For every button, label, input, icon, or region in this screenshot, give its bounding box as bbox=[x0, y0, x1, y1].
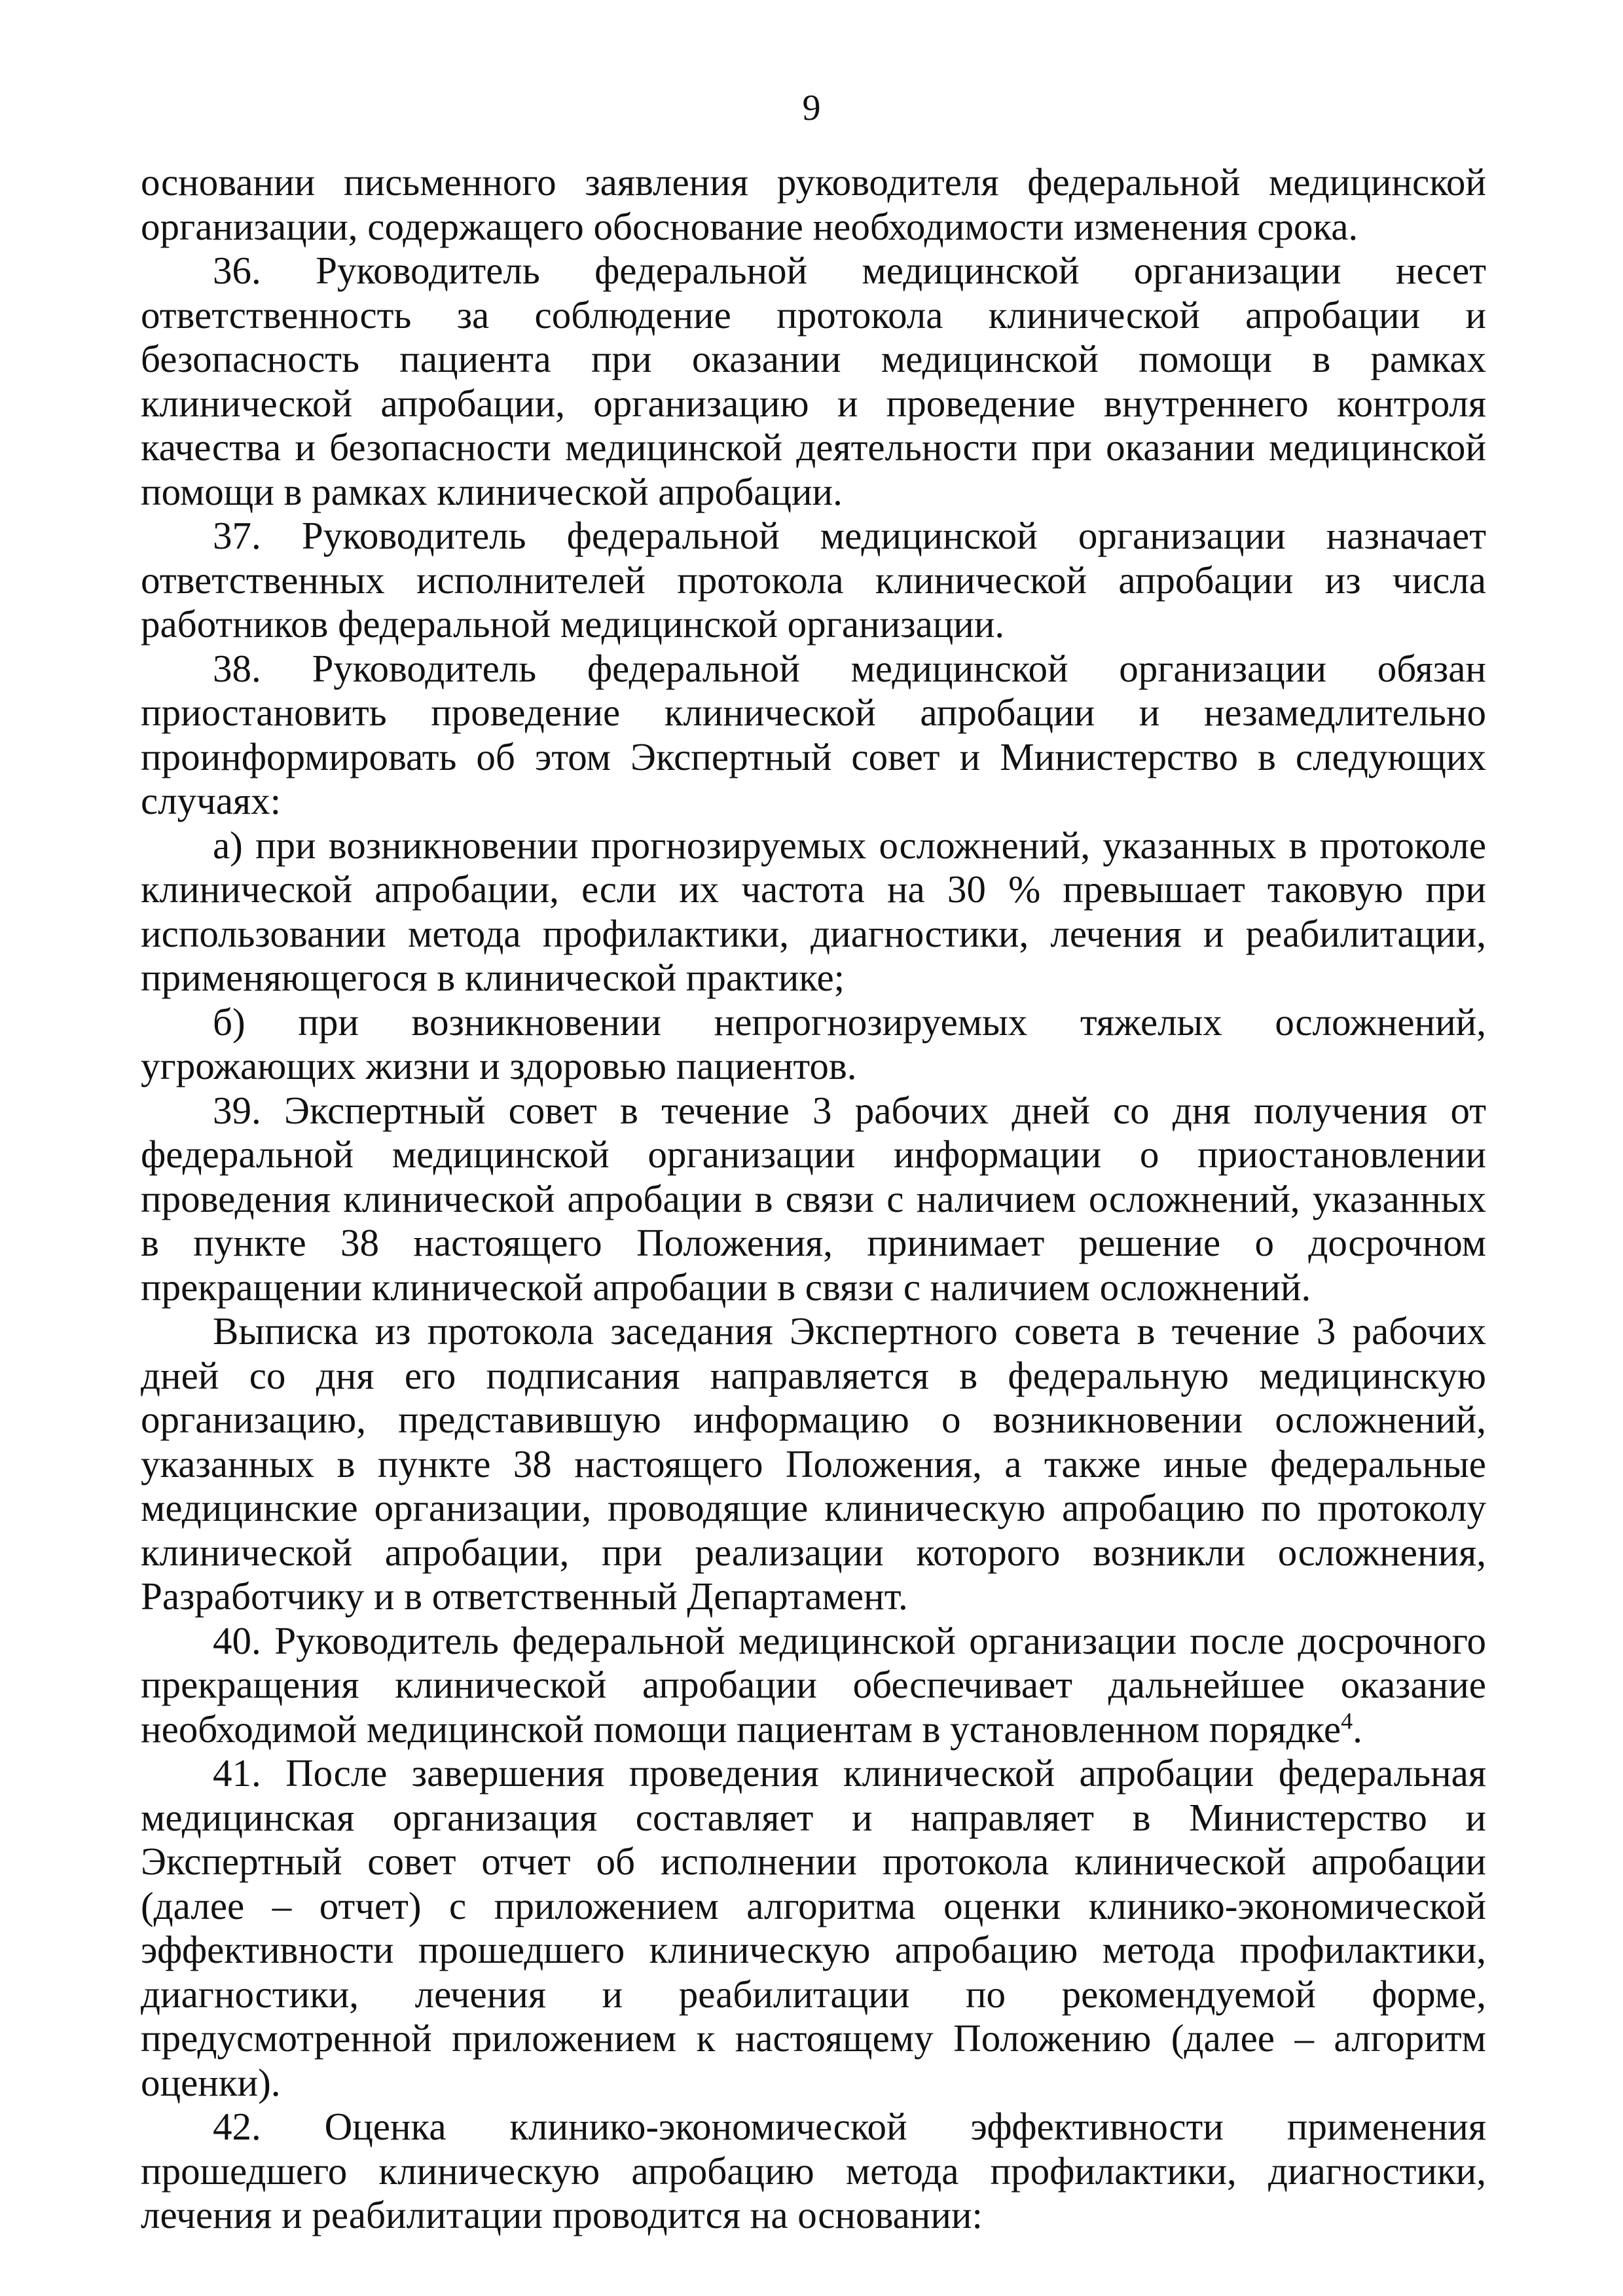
paragraph-continuation: основании письменного заявления руководителя федеральной медицинской организации, содержащего обоснование необходимости изменения срока. bbox=[141, 160, 1486, 248]
paragraph-item-36: 36. Руководитель федеральной медицинской организации несет ответственность за соблюдение протокола клинической апробации и безопасность пациента при оказании медицинской помощи в рамках клинической апробации, организацию и проведение внутреннего контроля качества и безопасности медицинской деятельности при оказании медицинской помощи в рамках клинической апробации. bbox=[141, 249, 1486, 513]
paragraph-item-40-text: 40. Руководитель федеральной медицинской организации после досрочного прекращения клинической апробации обеспечивает дальнейшее оказание необходимой медицинской помощи пациентам в установленном порядке bbox=[141, 1618, 1486, 1751]
paragraph-item-39-extract: Выписка из протокола заседания Экспертного совета в течение 3 рабочих дней со дня его подписания направляется в федеральную медицинскую организацию, представившую информацию о возникновении осложнений, указанных в пункте 38 настоящего Положения, а также иные федеральные медицинские организации, проводящие клиническую апробацию по протоколу клинической апробации, при реализации которого возникли осложнения, Разработчику и в ответственный Департамент. bbox=[141, 1309, 1486, 1618]
paragraph-item-40-tail: . bbox=[1353, 1707, 1362, 1751]
footnote-mark: 4 bbox=[1341, 1707, 1353, 1734]
paragraph-item-40 bbox=[141, 1619, 1486, 1752]
paragraph-item-39: 39. Экспертный совет в течение 3 рабочих дней со дня получения от федеральной медицинской организации информации о приостановлении проведения клинической апробации в связи с наличием осложнений, указанных в пункте 38 настоящего Положения, принимает решение о досрочном прекращении клинической апробации в связи с наличием осложнений. bbox=[141, 1088, 1486, 1309]
document-body bbox=[141, 160, 1486, 2238]
paragraph-item-38-a: а) при возникновении прогнозируемых осложнений, указанных в протоколе клинической апробации, если их частота на 30 % превышает таковую при использовании метода профилактики, диагностики, лечения и реабилитации, применяющегося в клинической практике; bbox=[141, 823, 1486, 999]
paragraph-item-38-b: б) при возникновении непрогнозируемых тяжелых осложнений, угрожающих жизни и здоровью пациентов. bbox=[141, 1000, 1486, 1087]
paragraph-item-41: 41. После завершения проведения клинической апробации федеральная медицинская организация составляет и направляет в Министерство и Экспертный совет отчет об исполнении протокола клинической апробации (далее – отчет) с приложением алгоритма оценки клинико-экономической эффективности прошедшего клиническую апробацию метода профилактики, диагностики, лечения и реабилитации по рекомендуемой форме, предусмотренной приложением к настоящему Положению (далее – алгоритм оценки). bbox=[141, 1751, 1486, 2104]
paragraph-item-42: 42. Оценка клинико-экономической эффективности применения прошедшего клиническую апробацию метода профилактики, диагностики, лечения и реабилитации проводится на основании: bbox=[141, 2105, 1486, 2236]
paragraph-item-37: 37. Руководитель федеральной медицинской организации назначает ответственных исполнителей протокола клинической апробации из числа работников федеральной медицинской организации. bbox=[141, 514, 1486, 646]
paragraph-item-38: 38. Руководитель федеральной медицинской организации обязан приостановить проведение клинической апробации и незамедлительно проинформировать об этом Экспертный совет и Министерство в следующих случаях: bbox=[141, 646, 1486, 822]
page-number: 9 bbox=[802, 88, 821, 128]
